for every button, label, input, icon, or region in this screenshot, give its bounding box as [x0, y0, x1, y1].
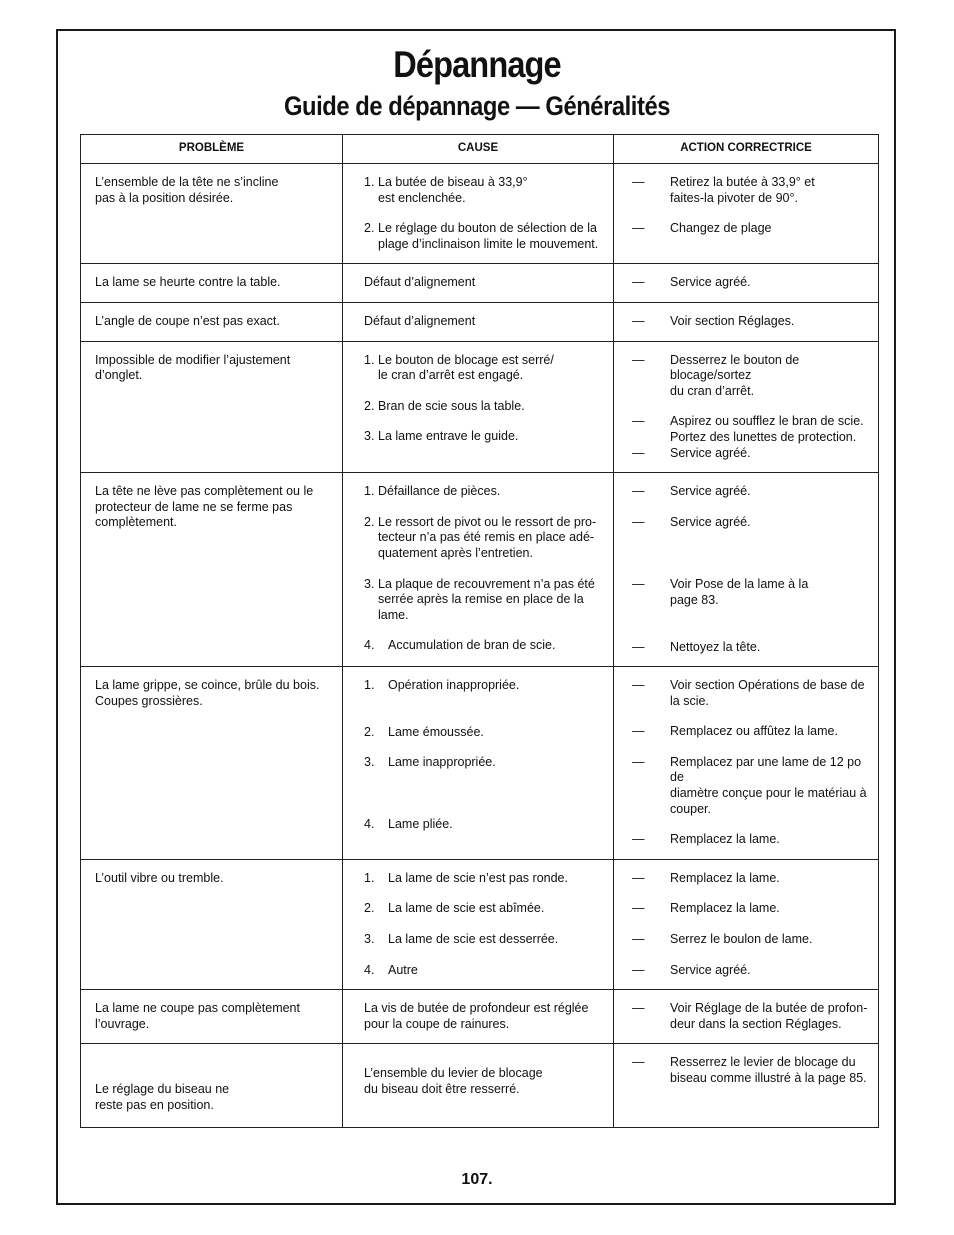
problem-cell: [81, 1044, 343, 1127]
table-row: [81, 302, 879, 341]
cause-item: [357, 353, 603, 384]
cause-text: Le bouton de blocage est serré/ le cran d’arrêt est engagé.: [378, 352, 554, 383]
cause-number: 2.: [364, 724, 375, 739]
action-cell: [614, 302, 879, 341]
table-row: [81, 473, 879, 667]
cause-item: [357, 901, 603, 917]
cause-number: 4.: [364, 816, 375, 831]
action-text: Remplacez par une lame de 12 po de diamètre conçue pour le matériau à couper.: [670, 754, 867, 816]
problem-cell: [81, 990, 343, 1044]
cause-cell: [343, 302, 614, 341]
problem-cell: [81, 264, 343, 303]
problem-text: La lame se heurte contre la table.: [95, 275, 281, 290]
cause-item: [357, 577, 603, 624]
problem-text: L’outil vibre ou tremble.: [95, 870, 224, 885]
cause-item: [357, 1066, 603, 1097]
cause-item: [357, 515, 603, 562]
cause-number: 3.: [364, 932, 375, 947]
dash-bullet: —: [632, 678, 645, 693]
cause-cell: [343, 164, 614, 264]
cause-item: [357, 221, 603, 252]
cause-number: 1.: [364, 175, 375, 189]
dash-bullet: —: [632, 221, 645, 236]
action-cell: [614, 990, 879, 1044]
cause-item: [357, 638, 603, 654]
cause-text: Accumulation de bran de scie.: [388, 638, 556, 653]
cause-text: Le réglage du bouton de sélection de la plage d’inclinaison limite le mouvement.: [378, 221, 599, 251]
cause-text: Bran de scie sous la table.: [378, 398, 525, 413]
table-row: [81, 667, 879, 860]
problem-text: L’angle de coupe n’est pas exact.: [95, 313, 280, 328]
action-cell: [614, 341, 879, 473]
action-item: [628, 353, 868, 400]
cause-item: [357, 725, 603, 741]
cause-item: [357, 817, 603, 833]
cause-item: [357, 175, 603, 206]
dash-bullet: —: [632, 445, 645, 460]
action-text: Service agréé.: [670, 514, 751, 529]
cause-text: Autre: [388, 962, 418, 977]
cause-text: La plaque de recouvrement n’a pas été serrée après la remise en place de la lame.: [378, 576, 595, 622]
action-item: [628, 175, 868, 206]
cause-text: La butée de biseau à 33,9° est enclenchée.: [378, 175, 528, 205]
header-action: ACTION CORRECTRICE: [614, 135, 879, 164]
problem-text: Impossible de modifier l’ajustement d’onglet.: [95, 352, 291, 383]
action-text: Remplacez la lame.: [670, 901, 780, 916]
cause-cell: [343, 667, 614, 860]
action-text: Service agréé.: [670, 275, 751, 290]
action-text: Remplacez la lame.: [670, 870, 780, 885]
action-text: Changez de plage: [670, 221, 772, 236]
cause-item: [357, 314, 603, 330]
cause-text: Défaut d’alignement: [364, 275, 476, 290]
cause-item: [357, 275, 603, 291]
action-text: Voir Pose de la lame à la page 83.: [670, 577, 809, 607]
problem-text: La lame ne coupe pas complètement l’ouvrage.: [95, 1001, 300, 1031]
cause-text: Lame inappropriée.: [388, 755, 496, 770]
cause-item: [357, 932, 603, 948]
cause-text: Défaillance de pièces.: [378, 484, 501, 499]
dash-bullet: —: [632, 754, 645, 769]
page-number: 107.: [461, 1171, 493, 1188]
cause-number: 2.: [364, 901, 375, 916]
problem-cell: [81, 164, 343, 264]
dash-bullet: —: [632, 514, 645, 529]
cause-text: Le ressort de pivot ou le ressort de pro- tecteur n’a pas été remis en place adé- quatement après l’entretien.: [378, 514, 597, 560]
action-item: [628, 314, 868, 330]
dash-bullet: —: [632, 577, 645, 592]
cause-cell: [343, 990, 614, 1044]
action-text: Voir section Opérations de base de la scie.: [670, 678, 865, 708]
action-item: [628, 832, 868, 848]
problem-cell: [81, 667, 343, 860]
problem-text: La tête ne lève pas complètement ou le protecteur de lame ne se ferme pas complètement.: [95, 484, 314, 530]
table-row: [81, 859, 879, 989]
action-cell: [614, 473, 879, 667]
table-row: [81, 1044, 879, 1127]
cause-number: 4.: [364, 638, 375, 653]
action-text: Service agréé.: [670, 445, 751, 460]
problem-cell: [81, 341, 343, 473]
cause-number: 3.: [364, 429, 375, 444]
cause-item: [357, 871, 603, 887]
cause-cell: [343, 1044, 614, 1127]
cause-text: Opération inappropriée.: [388, 678, 520, 693]
problem-cell: [81, 473, 343, 667]
action-item: [628, 963, 868, 979]
page-subtitle: Guide de dépannage — Généralités: [284, 91, 670, 121]
cause-cell: [343, 473, 614, 667]
cause-text: La vis de butée de profondeur est réglée pour la coupe de rainures.: [364, 1001, 589, 1031]
action-text: Desserrez le bouton de blocage/sortez du cran d’arrêt.: [670, 352, 800, 398]
cause-item: [357, 429, 603, 445]
cause-text: Défaut d’alignement: [364, 313, 476, 328]
action-item: [628, 577, 868, 608]
dash-bullet: —: [632, 275, 645, 290]
cause-cell: [343, 341, 614, 473]
action-item: [628, 446, 868, 462]
cause-number: 2.: [364, 221, 375, 236]
cause-number: 2.: [364, 398, 375, 413]
cause-number: 1.: [364, 678, 375, 693]
cause-text: La lame entrave le guide.: [378, 429, 519, 444]
header-problem: PROBLÈME: [81, 135, 343, 164]
action-cell: [614, 859, 879, 989]
dash-bullet: —: [632, 639, 645, 654]
table-row: [81, 990, 879, 1044]
action-cell: [614, 264, 879, 303]
action-text: Serrez le boulon de lame.: [670, 932, 813, 947]
action-item: [628, 755, 868, 817]
dash-bullet: —: [632, 832, 645, 847]
cause-text: La lame de scie est abîmée.: [388, 901, 545, 916]
action-item: [628, 275, 868, 291]
dash-bullet: —: [632, 901, 645, 916]
action-text: Remplacez ou affûtez la lame.: [670, 724, 838, 739]
action-text: Aspirez ou soufflez le bran de scie. Portez des lunettes de protection.: [670, 414, 864, 444]
page-title: Dépannage: [393, 44, 561, 85]
action-item: [628, 414, 868, 445]
cause-item: [357, 755, 603, 771]
dash-bullet: —: [632, 962, 645, 977]
header-cause: CAUSE: [343, 135, 614, 164]
action-item: [628, 1055, 868, 1086]
action-cell: [614, 1044, 879, 1127]
action-cell: [614, 164, 879, 264]
table-row: [81, 164, 879, 264]
dash-bullet: —: [632, 313, 645, 328]
dash-bullet: —: [632, 414, 645, 429]
cause-text: Lame pliée.: [388, 816, 453, 831]
dash-bullet: —: [632, 1055, 645, 1070]
action-item: [628, 871, 868, 887]
problem-text: La lame grippe, se coince, brûle du bois. Coupes grossières.: [95, 678, 320, 708]
table-header-row: [81, 135, 879, 164]
action-item: [628, 724, 868, 740]
cause-number: 1.: [364, 352, 375, 367]
troubleshooting-table: [80, 134, 879, 1128]
action-text: Service agréé.: [670, 962, 751, 977]
cause-item: [357, 963, 603, 979]
problem-text: L’ensemble de la tête ne s’incline pas à la position désirée.: [95, 175, 279, 205]
action-text: Retirez la butée à 33,9° et faites-la pivoter de 90°.: [670, 175, 815, 205]
action-text: Service agréé.: [670, 484, 751, 499]
action-item: [628, 932, 868, 948]
dash-bullet: —: [632, 175, 645, 189]
cause-number: 3.: [364, 576, 375, 591]
cause-cell: [343, 859, 614, 989]
dash-bullet: —: [632, 870, 645, 885]
action-text: Voir section Réglages.: [670, 313, 795, 328]
action-text: Voir Réglage de la butée de profon- deur dans la section Réglages.: [670, 1001, 868, 1031]
action-text: Remplacez la lame.: [670, 832, 780, 847]
problem-cell: [81, 859, 343, 989]
cause-text: La lame de scie n’est pas ronde.: [388, 870, 568, 885]
action-item: [628, 1001, 868, 1032]
dash-bullet: —: [632, 932, 645, 947]
cause-cell: [343, 264, 614, 303]
dash-bullet: —: [632, 724, 645, 739]
action-item: [628, 640, 868, 656]
cause-item: [357, 484, 603, 500]
cause-text: Lame émoussée.: [388, 724, 484, 739]
table-row: [81, 341, 879, 473]
action-item: [628, 678, 868, 709]
table-row: [81, 264, 879, 303]
cause-number: 2.: [364, 514, 375, 529]
action-cell: [614, 667, 879, 860]
cause-text: La lame de scie est desserrée.: [388, 932, 559, 947]
action-item: [628, 484, 868, 500]
dash-bullet: —: [632, 484, 645, 499]
cause-number: 3.: [364, 755, 375, 770]
cause-item: [357, 399, 603, 415]
action-item: [628, 515, 868, 531]
action-item: [628, 221, 868, 237]
action-text: Resserrez le levier de blocage du biseau comme illustré à la page 85.: [670, 1055, 867, 1085]
action-item: [628, 901, 868, 917]
dash-bullet: —: [632, 1001, 645, 1016]
cause-number: 1.: [364, 484, 375, 499]
problem-cell: [81, 302, 343, 341]
cause-text: L’ensemble du levier de blocage du biseau doit être resserré.: [364, 1066, 543, 1096]
action-text: Nettoyez la tête.: [670, 639, 761, 654]
cause-number: 1.: [364, 870, 375, 885]
cause-item: [357, 678, 603, 694]
cause-number: 4.: [364, 962, 375, 977]
cause-item: [357, 1001, 603, 1032]
problem-text: Le réglage du biseau ne reste pas en position.: [95, 1082, 230, 1112]
dash-bullet: —: [632, 352, 645, 367]
